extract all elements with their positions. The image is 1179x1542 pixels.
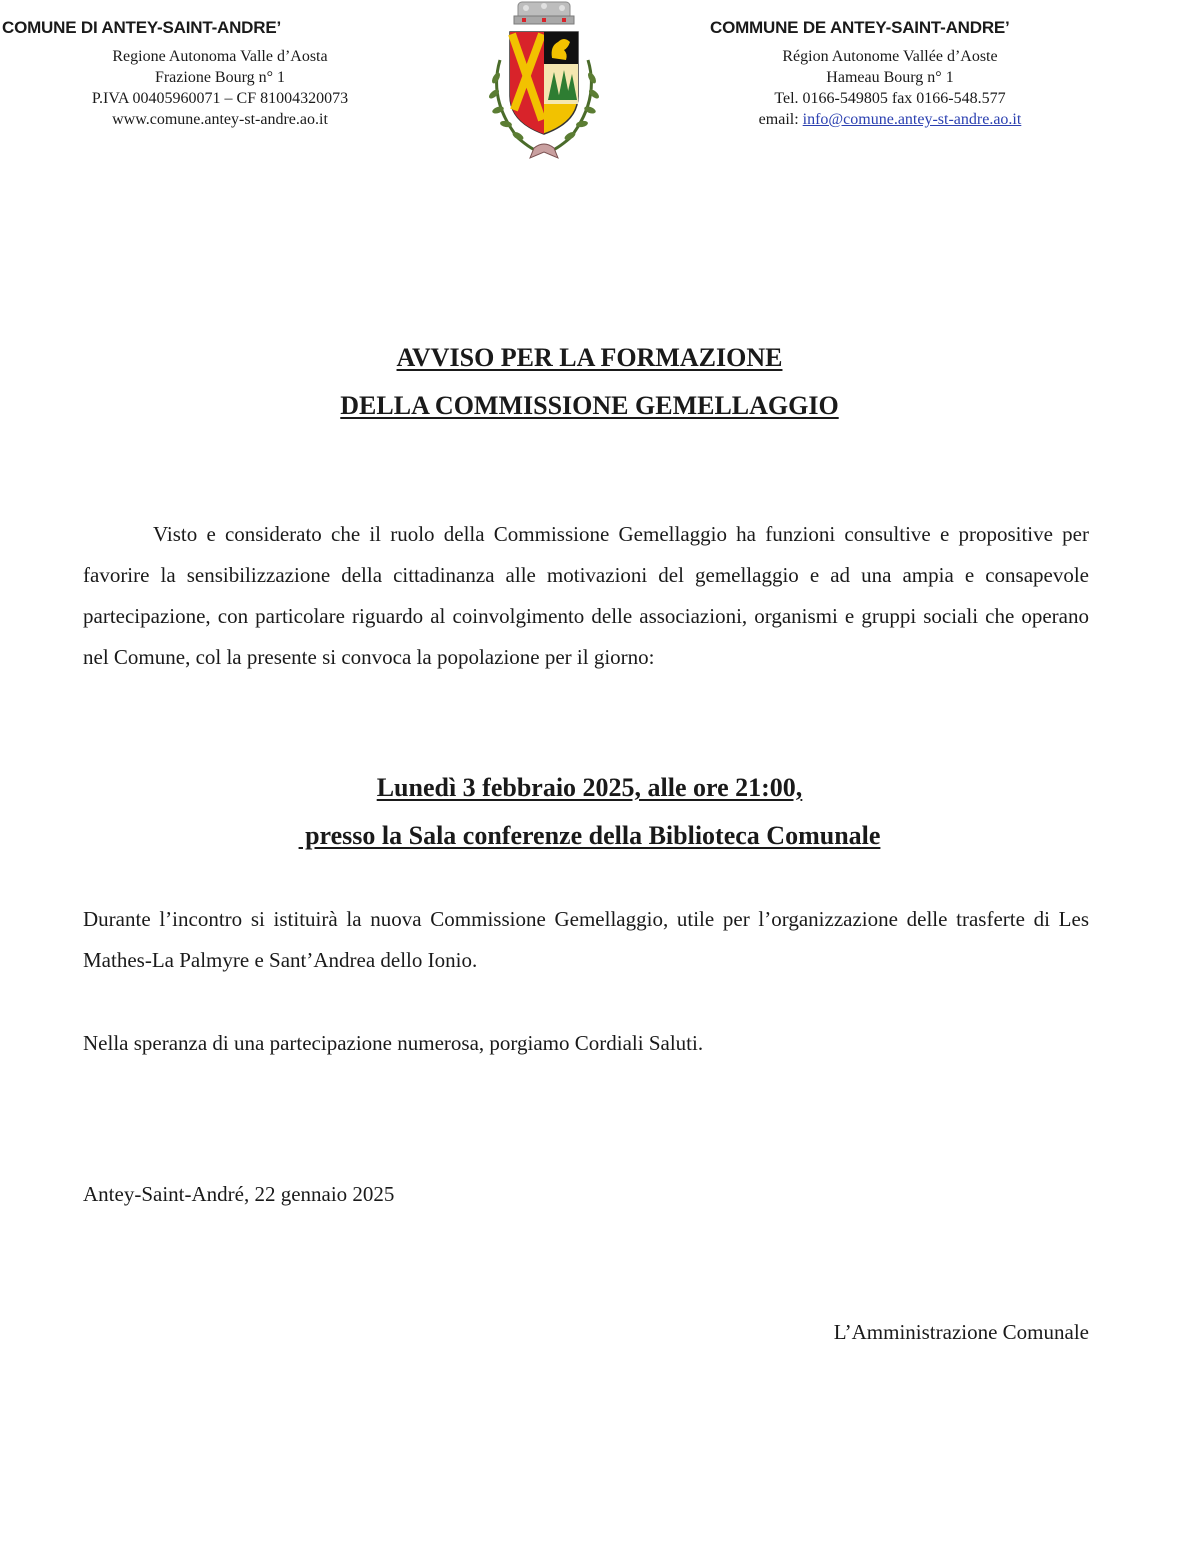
header-right [680, 18, 1100, 130]
event-location: presso la Sala conferenze della Biblioteca Comunale [298, 821, 881, 850]
paragraph-purpose: Durante l’incontro si istituirà la nuova Commissione Gemellaggio, utile per l’organizzazione delle trasferte di Les Mathes-La Palmyre e Sant’Andrea dello Ionio. [83, 907, 1089, 972]
header-left-website: www.comune.antey-st-andre.ao.it [112, 111, 328, 128]
email-label: email: [758, 111, 803, 128]
event-details [0, 764, 1179, 860]
header-left-title: COMUNE DI ANTEY-SAINT-ANDRE’ [2, 18, 282, 37]
document-title-line2: DELLA COMMISSIONE GEMELLAGGIO [340, 391, 839, 420]
header-right-region: Région Autonome Vallée d’Aoste [782, 48, 998, 65]
document-title-line1: AVVISO PER LA FORMAZIONE [396, 343, 783, 372]
header-right-address: Hameau Bourg n° 1 [826, 69, 954, 86]
header-left-tax-ids: P.IVA 00405960071 – CF 81004320073 [91, 90, 349, 107]
header-right-phone: Tel. 0166-549805 fax 0166-548.577 [774, 90, 1006, 107]
document-title [0, 334, 1179, 430]
header-right-title: COMMUNE DE ANTEY-SAINT-ANDRE’ [710, 18, 1010, 37]
place-date: Antey-Saint-André, 22 gennaio 2025 [83, 1182, 395, 1206]
header-left-region: Regione Autonoma Valle d’Aosta [112, 48, 328, 65]
signature: L’Amministrazione Comunale [833, 1320, 1089, 1344]
event-date-time: Lunedì 3 febbraio 2025, alle ore 21:00, [376, 773, 803, 802]
header-left [2, 18, 420, 130]
coat-of-arms-icon [478, 0, 610, 162]
paragraph-closing: Nella speranza di una partecipazione numerosa, porgiamo Cordiali Saluti. [83, 1031, 704, 1055]
paragraph-intro: Visto e considerato che il ruolo della Commissione Gemellaggio ha funzioni consultive e propositive per favorire la sensibilizzazione della cittadinanza alle motivazioni del gemellaggio e ad una ampia e consapevole partecipazione, con particolare riguardo al coinvolgimento delle associazioni, organismi e gruppi sociali che operano nel Comune, col la presente si convoca la popolazione per il giorno: [83, 522, 1089, 669]
header-left-address: Frazione Bourg n° 1 [154, 69, 286, 86]
header-right-email-row [680, 109, 1100, 130]
email-link[interactable]: info@comune.antey-st-andre.ao.it [802, 111, 1022, 128]
